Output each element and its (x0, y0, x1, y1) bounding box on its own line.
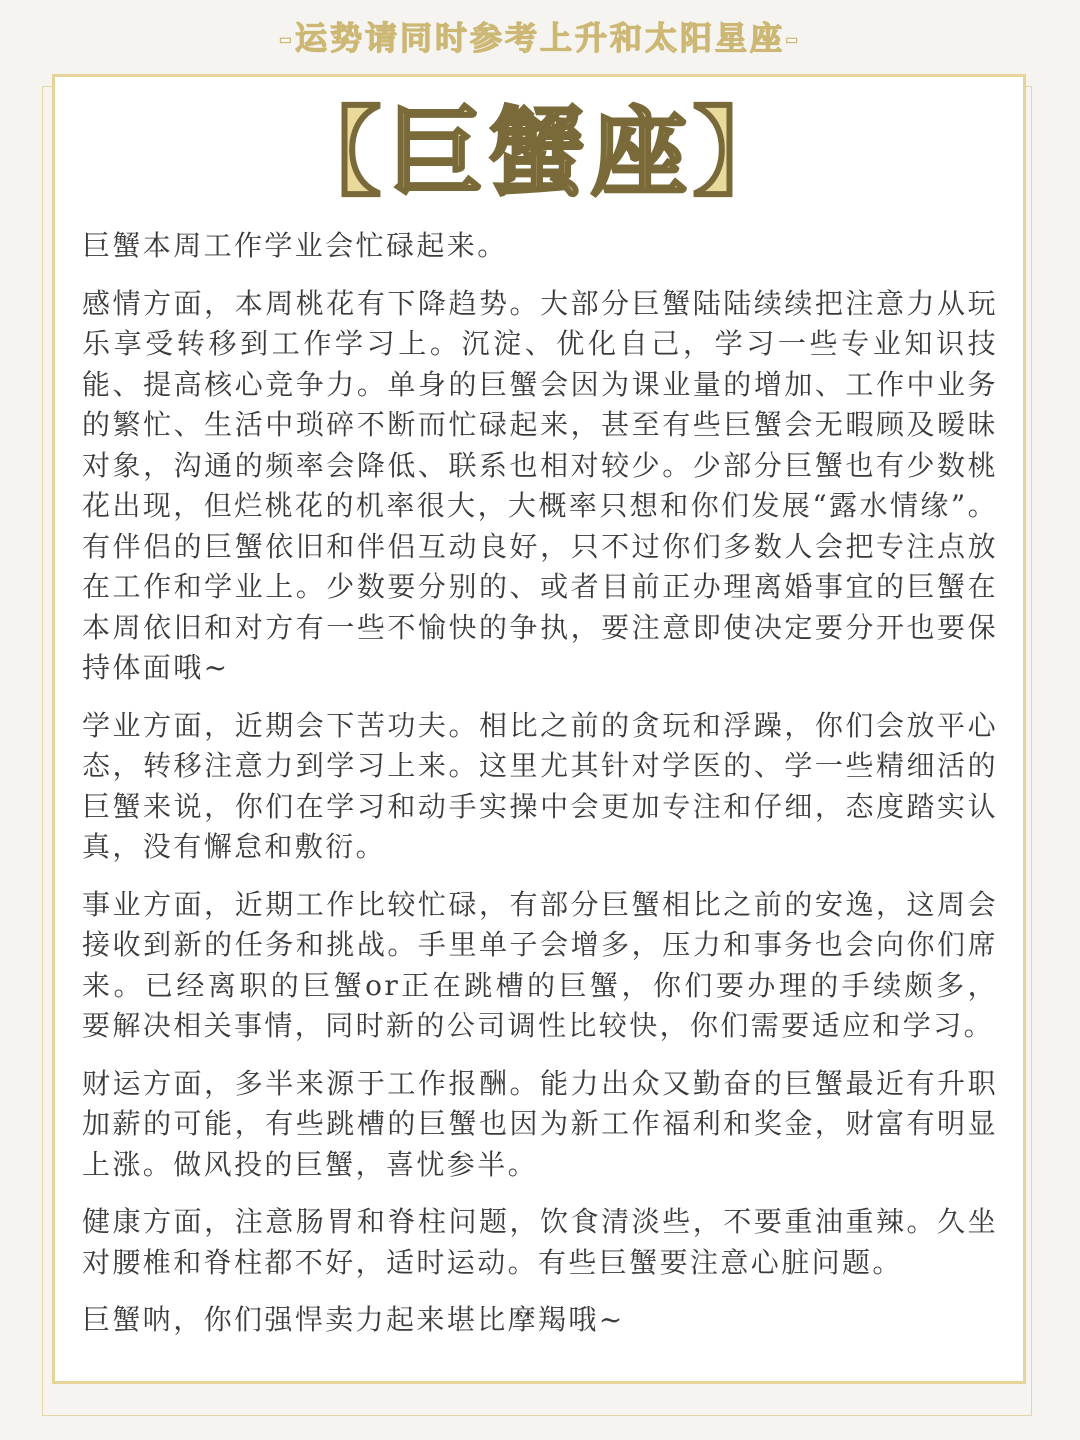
header-note: -运势请同时参考上升和太阳星座- (278, 19, 802, 57)
paragraph-health: 健康方面，注意肠胃和脊柱问题，饮食清淡些，不要重油重辣。久坐对腰椎和脊柱都不好，适时运动。有些巨蟹要注意心脏问题。 (82, 1205, 998, 1279)
paragraph-intro: 巨蟹本周工作学业会忙碌起来。 (82, 229, 508, 262)
paragraph-love: 感情方面，本周桃花有下降趋势。大部分巨蟹陆陆续续把注意力从玩乐享受转移到工作学习上。沉淀、优化自己，学习一些专业知识技能、提高核心竞争力。单身的巨蟹会因为课业量的增加、工作中业务的繁忙、生活中琐碎不断而忙碌起来，甚至有些巨蟹会无暇顾及暧昧对象，沟通的频率会降低、联系也相对较少。少部分巨蟹也有少数桃花出现，但烂桃花的机率很大，大概率只想和你们发展“露水情缘”。有伴侣的巨蟹依旧和伴侣互动良好，只不过你们多数人会把专注点放在工作和学业上。少数要分别的、或者目前正办理离婚事宜的巨蟹在本周依旧和对方有一些不愉快的争执，要注意即使决定要分开也要保持体面哦~ (82, 286, 998, 684)
paragraph-study: 学业方面，近期会下苦功夫。相比之前的贪玩和浮躁，你们会放平心态，转移注意力到学习上来。这里尤其针对学医的、学一些精细活的巨蟹来说，你们在学习和动手实操中会更加专注和仔细，态度踏实认真，没有懈怠和敷衍。 (82, 708, 998, 863)
page-title: 【巨蟹座】 (285, 97, 795, 209)
paragraph-wealth: 财运方面，多半来源于工作报酬。能力出众又勤奋的巨蟹最近有升职加薪的可能，有些跳槽的巨蟹也因为新工作福利和奖金，财富有明显上涨。做风投的巨蟹，喜忧参半。 (82, 1066, 998, 1181)
paragraph-career: 事业方面，近期工作比较忙碌，有部分巨蟹相比之前的安逸，这周会接收到新的任务和挑战。手里单子会增多，压力和事务也会向你们席来。已经离职的巨蟹or正在跳槽的巨蟹，你们要办理的手续颇多，要解决相关事情，同时新的公司调性比较快，你们需要适应和学习。 (82, 887, 998, 1042)
paragraph-closing: 巨蟹呐，你们强悍卖力起来堪比摩羯哦~ (82, 1303, 625, 1336)
article-body (82, 226, 998, 1358)
